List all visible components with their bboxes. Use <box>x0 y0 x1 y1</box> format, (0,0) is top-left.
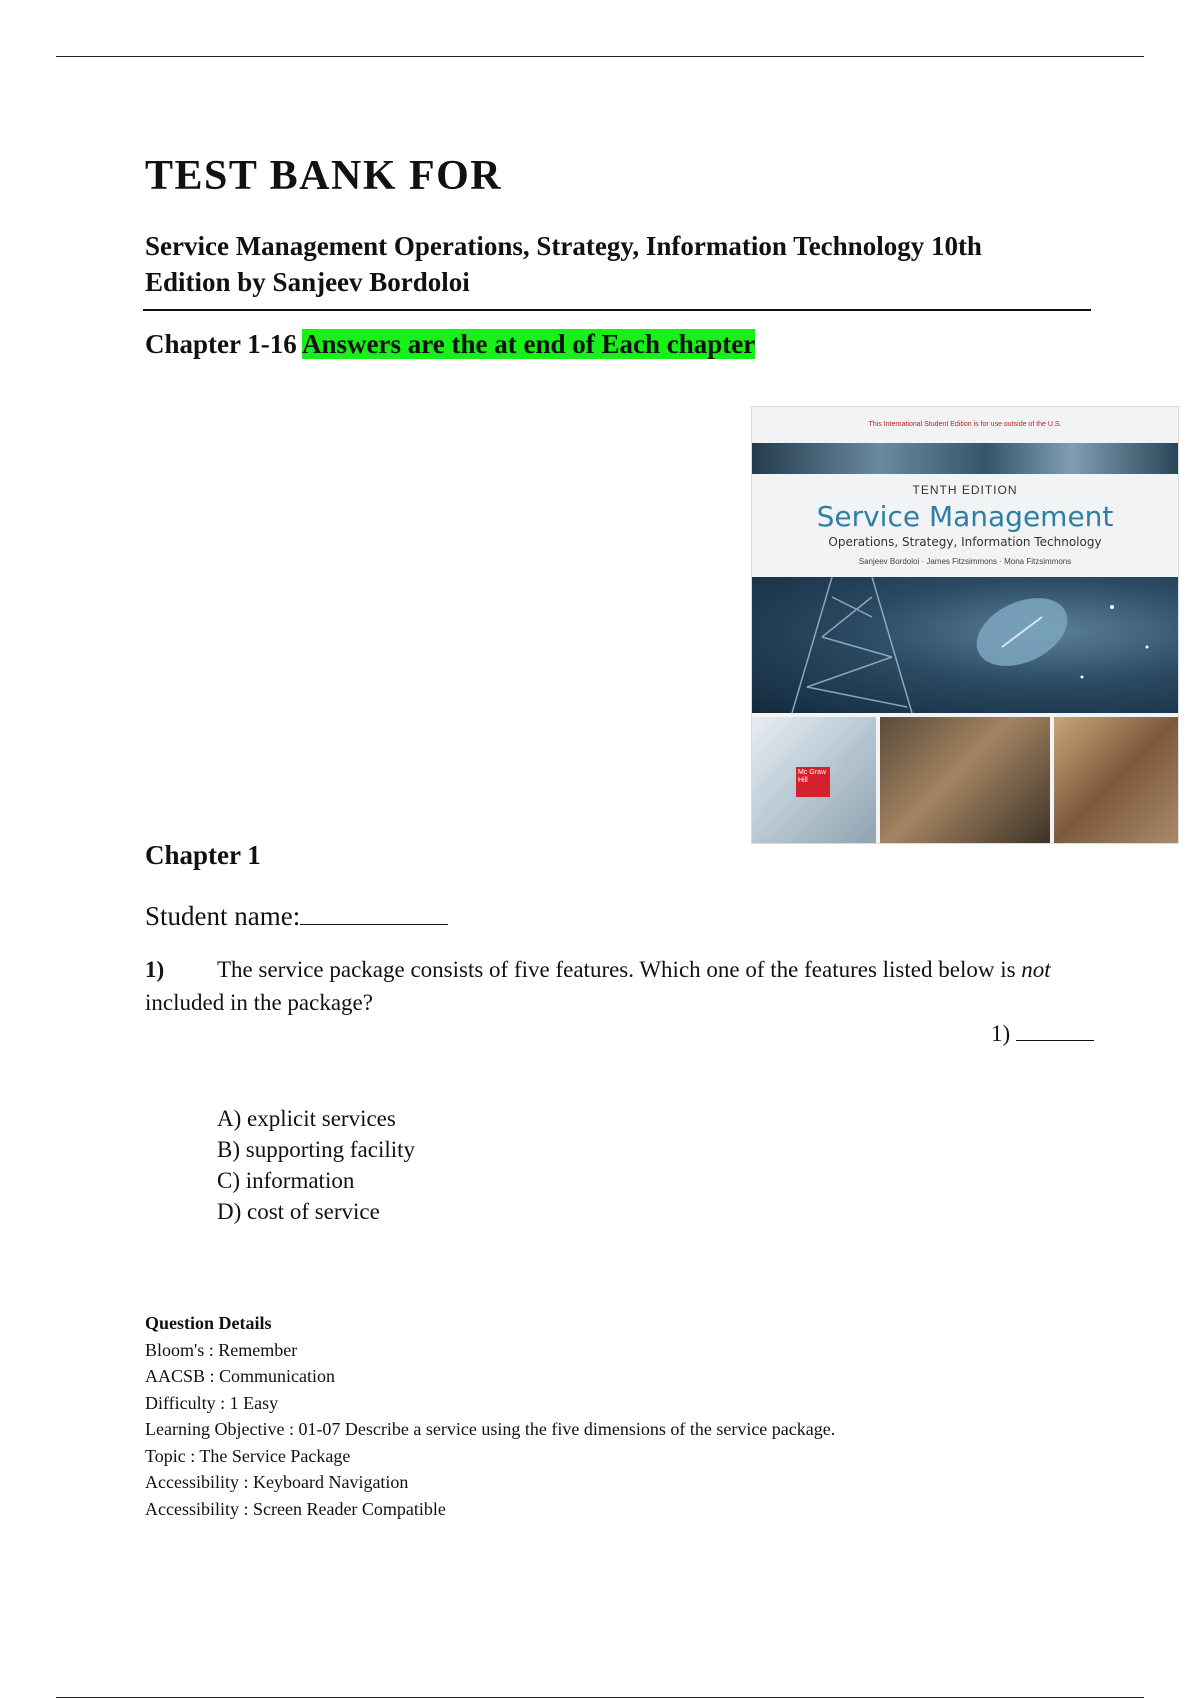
detail-blooms: Bloom's : Remember <box>145 1339 298 1360</box>
title-divider <box>143 309 1091 311</box>
question-text-start: The service package consists of five features. Which one of the features listed below is <box>217 957 1022 982</box>
cover-note: This International Student Edition is for use outside of the U.S. <box>868 421 1062 428</box>
document-title: TEST BANK FOR <box>145 153 503 199</box>
cover-tower-photo <box>752 577 1178 713</box>
question-text-end: included in the package? <box>145 990 373 1015</box>
option-d: D) cost of service <box>217 1199 380 1224</box>
book-cover-image <box>751 406 1179 844</box>
student-name-line <box>145 898 448 932</box>
option-c: C) information <box>217 1168 355 1193</box>
cover-subtitle: Operations, Strategy, Information Technology <box>828 535 1102 549</box>
bottom-rule <box>56 1697 1144 1698</box>
student-name-label: Student name: <box>145 901 301 931</box>
publisher-logo: Mc Graw Hill <box>796 767 830 797</box>
answer-blank <box>1016 1020 1094 1041</box>
answer-options <box>217 1103 415 1227</box>
detail-accessibility-screen-reader: Accessibility : Screen Reader Compatible <box>145 1498 446 1519</box>
detail-learning-objective: Learning Objective : 01-07 Describe a service using the five dimensions of the service package. <box>145 1419 836 1439</box>
option-b: B) supporting facility <box>217 1137 416 1162</box>
tower-illustration <box>752 577 1178 713</box>
cover-title: Service Management <box>816 500 1114 533</box>
student-name-blank <box>300 898 448 925</box>
question-1 <box>145 953 1065 1019</box>
cover-photo-laptop <box>880 717 1050 843</box>
details-heading: Question Details <box>145 1313 272 1333</box>
detail-aacsb: AACSB : Communication <box>145 1366 336 1386</box>
answer-slot <box>991 1020 1094 1047</box>
detail-accessibility-keyboard: Accessibility : Keyboard Navigation <box>145 1472 409 1492</box>
question-emphasis: not <box>1021 957 1051 982</box>
chapters-label: Chapter 1-16 <box>145 329 297 359</box>
cover-authors: Sanjeev Bordoloi · James Fitzsimmons · Mona Fitzsimmons <box>858 557 1072 566</box>
detail-difficulty: Difficulty : 1 Easy <box>145 1392 279 1413</box>
question-number: 1) <box>145 957 165 982</box>
top-rule <box>56 56 1144 57</box>
book-subtitle: Service Management Operations, Strategy, Information Technology 10th Edition by Sanjeev Bordoloi <box>145 231 982 297</box>
cover-edition: TENTH EDITION <box>912 483 1018 497</box>
answer-slot-label: 1) <box>991 1021 1011 1046</box>
question-details <box>145 1310 835 1522</box>
detail-topic: Topic : The Service Package <box>145 1445 351 1466</box>
option-a: A) explicit services <box>217 1106 396 1131</box>
cover-photo-hotel <box>1054 717 1178 843</box>
answers-note-highlight: Answers are the at end of Each chapter <box>302 329 756 359</box>
chapter-heading: Chapter 1 <box>145 840 261 870</box>
cover-band <box>752 443 1178 474</box>
chapters-line <box>145 329 755 360</box>
